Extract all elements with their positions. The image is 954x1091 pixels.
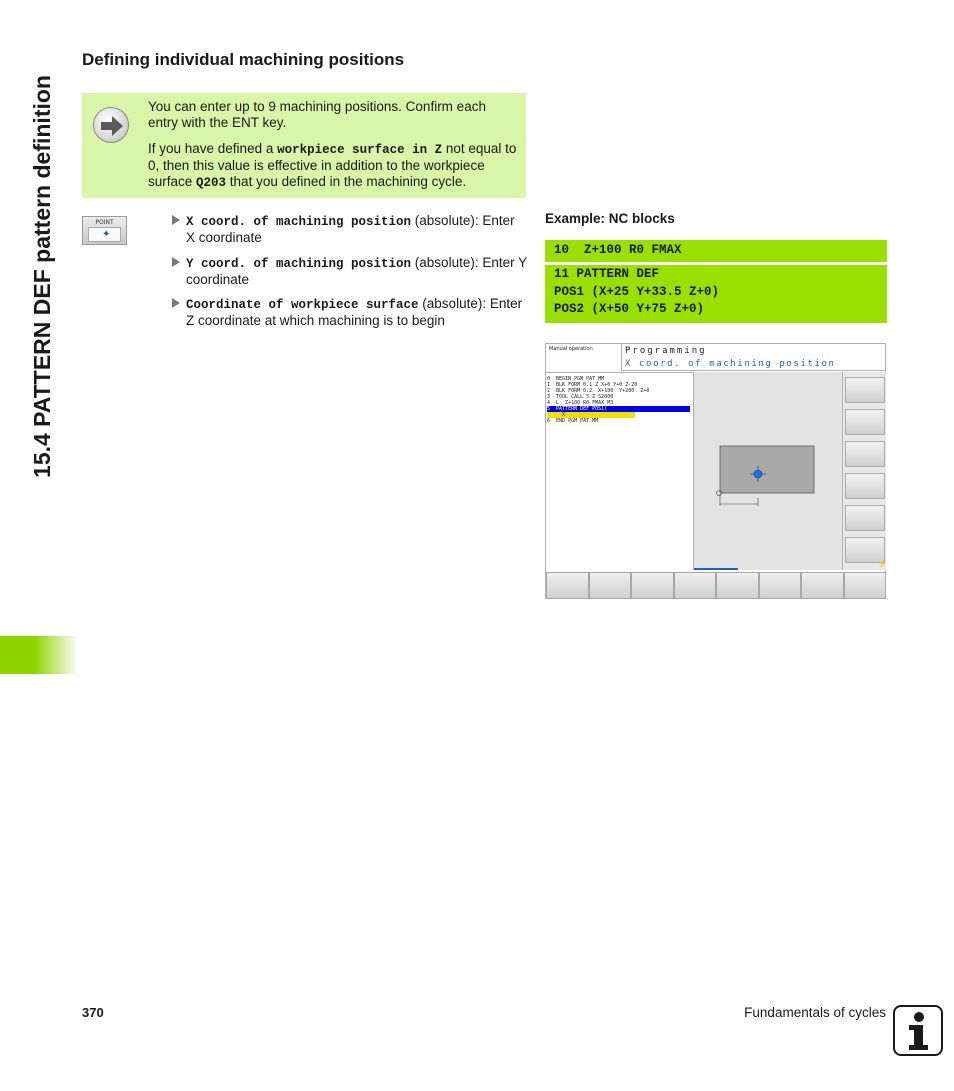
screen-mode-label: Manual operation: [549, 346, 593, 352]
chapter-side-title: 15.4 PATTERN DEF pattern definition: [28, 75, 55, 478]
control-screenshot: [545, 343, 886, 599]
bullet-triangle-icon: [172, 257, 180, 267]
horizontal-softkey: [759, 572, 802, 599]
horizontal-softkey: [844, 572, 887, 599]
horizontal-softkey: [716, 572, 759, 599]
screen-header: Programming X coord. of machining position: [621, 344, 886, 371]
horizontal-softkey: [546, 572, 589, 599]
horizontal-softkey: [674, 572, 717, 599]
nc-block-2: 11 PATTERN DEF POS1 (X+25 Y+33.5 Z+0) POS2 (X+50 Y+75 Z+0): [545, 265, 887, 323]
section-title: Defining individual machining positions: [82, 50, 405, 69]
horizontal-softkeys: [546, 572, 886, 599]
horizontal-softkey: [801, 572, 844, 599]
chapter-tab-marker: [0, 636, 78, 674]
example-heading: Example: NC blocks: [545, 211, 675, 226]
note-text-1: You can enter up to 9 machining positions. Confirm each entry with the ENT key.: [148, 99, 486, 130]
point-softkey: POINT ✦: [82, 216, 127, 245]
warning-icon: ⚡: [878, 561, 887, 568]
horizontal-softkey: [589, 572, 632, 599]
arrow-right-icon: [93, 107, 129, 143]
bullet-triangle-icon: [172, 215, 180, 225]
note-box: [82, 93, 526, 198]
chapter-name: Fundamentals of cycles: [744, 1005, 886, 1020]
horizontal-softkey: [631, 572, 674, 599]
vertical-softkey: [845, 473, 885, 499]
bullet-triangle-icon: [172, 298, 180, 308]
program-listing: 0 BEGIN PGM PAT MM 1 BLK FORM 0.1 Z X+0 Y+0 Z-20 2 BLK FORM 0.2 X+100 Y+200 Z+0 3 TOOL CALL 5 Z S2000 4 L Z+100 R0 FMAX M3 5 PATTERN DEF POS1( X 6 END PGM PAT MM: [546, 372, 694, 570]
vertical-softkey: [845, 409, 885, 435]
page-number: 370: [82, 1005, 104, 1020]
nc-block-1: 10 Z+100 R0 FMAX: [545, 240, 887, 262]
note-text-2: If you have defined a workpiece surface in Z not equal to 0, then this value is effective in addition to the workpiece surface Q203 that you defined in the machining cycle.: [148, 141, 517, 190]
vertical-softkeys: [842, 372, 886, 570]
point-icon: ✦: [102, 229, 111, 240]
vertical-softkey: [845, 505, 885, 531]
vertical-softkey: [845, 377, 885, 403]
info-icon: [893, 1005, 943, 1056]
param-item-y: Y coord. of machining position (absolute): Enter Y coordinate: [172, 255, 527, 288]
graphics-window: [694, 372, 842, 570]
param-item-x: X coord. of machining position (absolute): Enter X coordinate: [172, 213, 527, 246]
vertical-softkey: [845, 441, 885, 467]
param-item-z: Coordinate of workpiece surface (absolute): Enter Z coordinate at which machining is to begin: [172, 296, 527, 329]
